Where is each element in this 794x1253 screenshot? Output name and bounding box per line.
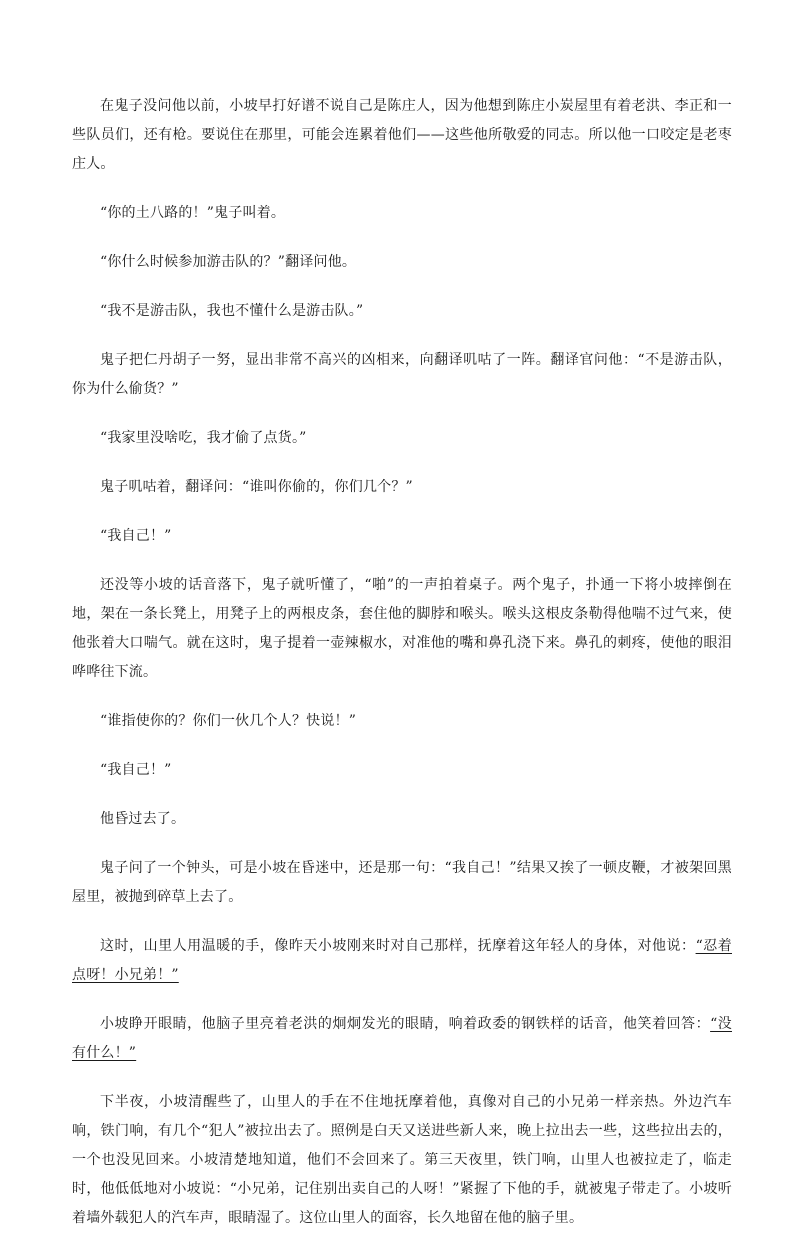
paragraph: 鬼子叽咕着，翻译问：“谁叫你偷的，你们几个？” — [100, 479, 413, 495]
paragraph: “我自己！” — [100, 528, 172, 544]
paragraph: 这时，山里人用温暖的手，像昨天小坡刚来时对自己那样，抚摩着这年轻人的身体，对他说：“忍着点呀！小兄弟！” — [72, 938, 732, 983]
paragraph: “你的土八路的！”鬼子叫着。 — [100, 205, 286, 221]
document-body — [72, 92, 732, 1253]
paragraph: 他昏过去了。 — [100, 811, 186, 827]
paragraph: “我家里没啥吃，我才偷了点货。” — [100, 430, 307, 446]
paragraph: 鬼子问了一个钟头，可是小坡在昏迷中，还是那一句：“我自己！”结果又挨了一顿皮鞭，才被架回黑屋里，被抛到碎草上去了。 — [72, 860, 732, 905]
paragraph: 鬼子把仁丹胡子一努，显出非常不高兴的凶相来，向翻译叽咕了一阵。翻译官问他：“不是游击队，你为什么偷货？” — [72, 352, 732, 397]
paragraph: “谁指使你的？你们一伙几个人？快说！” — [100, 713, 357, 729]
paragraph: 还没等小坡的话音落下，鬼子就听懂了，“啪”的一声拍着桌子。两个鬼子，扑通一下将小坡摔倒在地，架在一条长凳上，用凳子上的两根皮条，套住他的脚脖和喉头。喉头这根皮条勒得他喘不过气来，使他张着大口喘气。就在这时，鬼子提着一壶辣椒水，对准他的嘴和鼻孔浇下来。鼻孔的刺疼，使他的眼泪哗哗往下流。 — [72, 577, 732, 680]
paragraph: 下半夜，小坡清醒些了，山里人的手在不住地抚摩着他，真像对自己的小兄弟一样亲热。外边汽车响，铁门响，有几个“犯人”被拉出去了。照例是白天又送进些新人来，晚上拉出去一些，这些拉出去的，一个也没见回来。小坡清楚地知道，他们不会回来了。第三天夜里，铁门响，山里人也被拉走了，临走时，他低低地对小坡说：“小兄弟，记住别出卖自己的人呀！”紧握了下他的手，就被鬼子带走了。小坡听着墙外载犯人的汽车声，眼睛湿了。这位山里人的面容，长久地留在他的脑子里。 — [72, 1094, 732, 1226]
underlined-quote: “忍着点呀！小兄弟！” — [72, 938, 732, 983]
paragraph: 小坡睁开眼睛，他脑子里亮着老洪的炯炯发光的眼睛，响着政委的钢铁样的话音，他笑着回答：“没有什么！” — [72, 1016, 732, 1061]
paragraph: 在鬼子没问他以前，小坡早打好谱不说自己是陈庄人，因为他想到陈庄小炭屋里有着老洪、李正和一些队员们，还有枪。要说住在那里，可能会连累着他们——这些他所敬爱的同志。所以他一口咬定是老枣庄人。 — [72, 98, 732, 172]
paragraph: “我自己！” — [100, 762, 172, 778]
paragraph: “我不是游击队，我也不懂什么是游击队。” — [100, 303, 364, 319]
paragraph: “你什么时候参加游击队的？”翻译问他。 — [100, 254, 357, 270]
underlined-quote: “没有什么！” — [72, 1016, 732, 1061]
